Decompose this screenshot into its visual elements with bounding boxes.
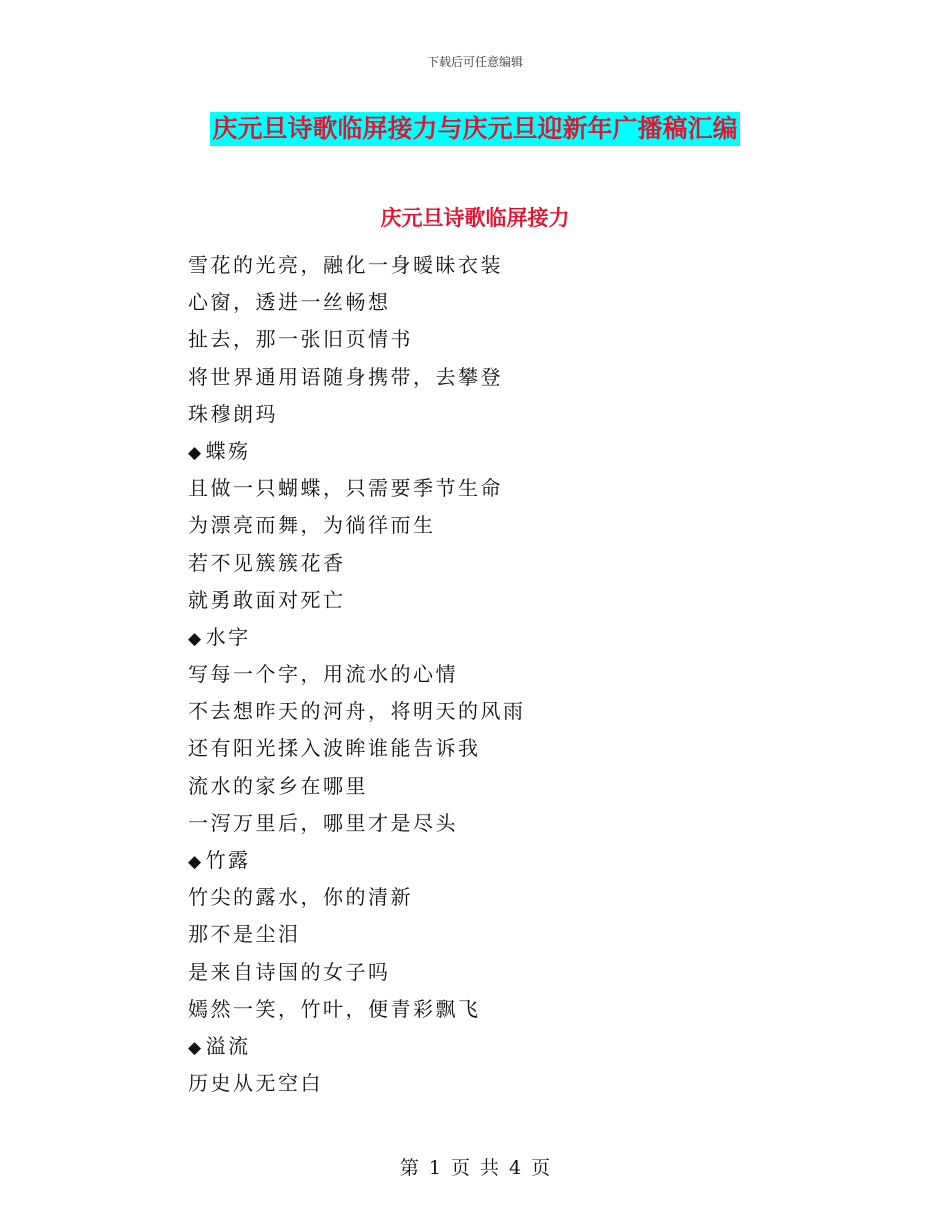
poem-line (188, 507, 868, 544)
line-text: 就勇敢面对死亡 (188, 587, 346, 612)
diamond-bullet-icon: ◆ (188, 852, 204, 872)
poem-line (188, 879, 868, 916)
poem-line (188, 359, 868, 396)
line-text: 嫣然一笑，竹叶，便青彩飘飞 (188, 996, 481, 1021)
main-title: 庆元旦诗歌临屏接力与庆元旦迎新年广播稿汇编 (210, 112, 739, 146)
section-heading-line (188, 619, 868, 656)
line-text: 为漂亮而舞，为徜徉而生 (188, 513, 436, 538)
line-text: 竹尖的露水，你的清新 (188, 885, 413, 910)
line-text: 珠穆朗玛 (188, 401, 278, 426)
poem-line (188, 768, 868, 805)
poem-line (188, 582, 868, 619)
line-text: 流水的家乡在哪里 (188, 773, 368, 798)
poem-line (188, 284, 868, 321)
section-heading-line (188, 842, 868, 879)
page-footer: 第 1 页 共 4 页 (399, 1157, 551, 1179)
poem-line (188, 954, 868, 991)
line-text: 水字 (205, 624, 251, 649)
line-text: 是来自诗国的女子吗 (188, 959, 391, 984)
line-text: 一泻万里后，哪里才是尽头 (188, 810, 458, 835)
line-text: 还有阳光揉入波眸谁能告诉我 (188, 736, 481, 761)
poem-line (188, 247, 868, 284)
line-text: 写每一个字，用流水的心情 (188, 662, 458, 687)
poem-line (188, 805, 868, 842)
section-title: 庆元旦诗歌临屏接力 (380, 205, 570, 230)
poem-line (188, 1065, 868, 1102)
poem-line (188, 545, 868, 582)
line-text: 若不见簇簇花香 (188, 550, 346, 575)
poem-line (188, 730, 868, 767)
poem-line (188, 693, 868, 730)
line-text: 竹露 (205, 848, 251, 872)
line-text: 蝶殇 (205, 438, 251, 463)
header-note: 下载后可任意编辑 (426, 55, 523, 69)
line-text: 那不是尘泪 (188, 922, 301, 947)
line-text: 扯去，那一张旧页情书 (188, 327, 413, 352)
diamond-bullet-icon: ◆ (188, 1037, 204, 1058)
section-heading-line (188, 1028, 868, 1065)
poem-line (188, 470, 868, 507)
diamond-bullet-icon: ◆ (188, 628, 204, 649)
line-text: 历史从无空白 (188, 1071, 323, 1096)
line-text: 将世界通用语随身携带，去攀登 (188, 364, 503, 389)
poem-line (188, 656, 868, 693)
line-text: 心窗，透进一丝畅想 (188, 290, 391, 315)
line-text: 且做一只蝴蝶，只需要季节生命 (188, 476, 503, 501)
poem-line (188, 321, 868, 358)
main-title-container (0, 112, 950, 146)
line-text: 雪花的光亮，融化一身暧昧衣装 (188, 253, 503, 277)
poem-line (188, 396, 868, 433)
line-text: 溢流 (205, 1033, 251, 1058)
poem-line (188, 916, 868, 953)
poem-body (188, 247, 868, 1102)
section-heading-line (188, 433, 868, 470)
poem-line (188, 991, 868, 1028)
diamond-bullet-icon: ◆ (188, 442, 204, 463)
line-text: 不去想昨天的河舟，将明天的风雨 (188, 699, 526, 724)
